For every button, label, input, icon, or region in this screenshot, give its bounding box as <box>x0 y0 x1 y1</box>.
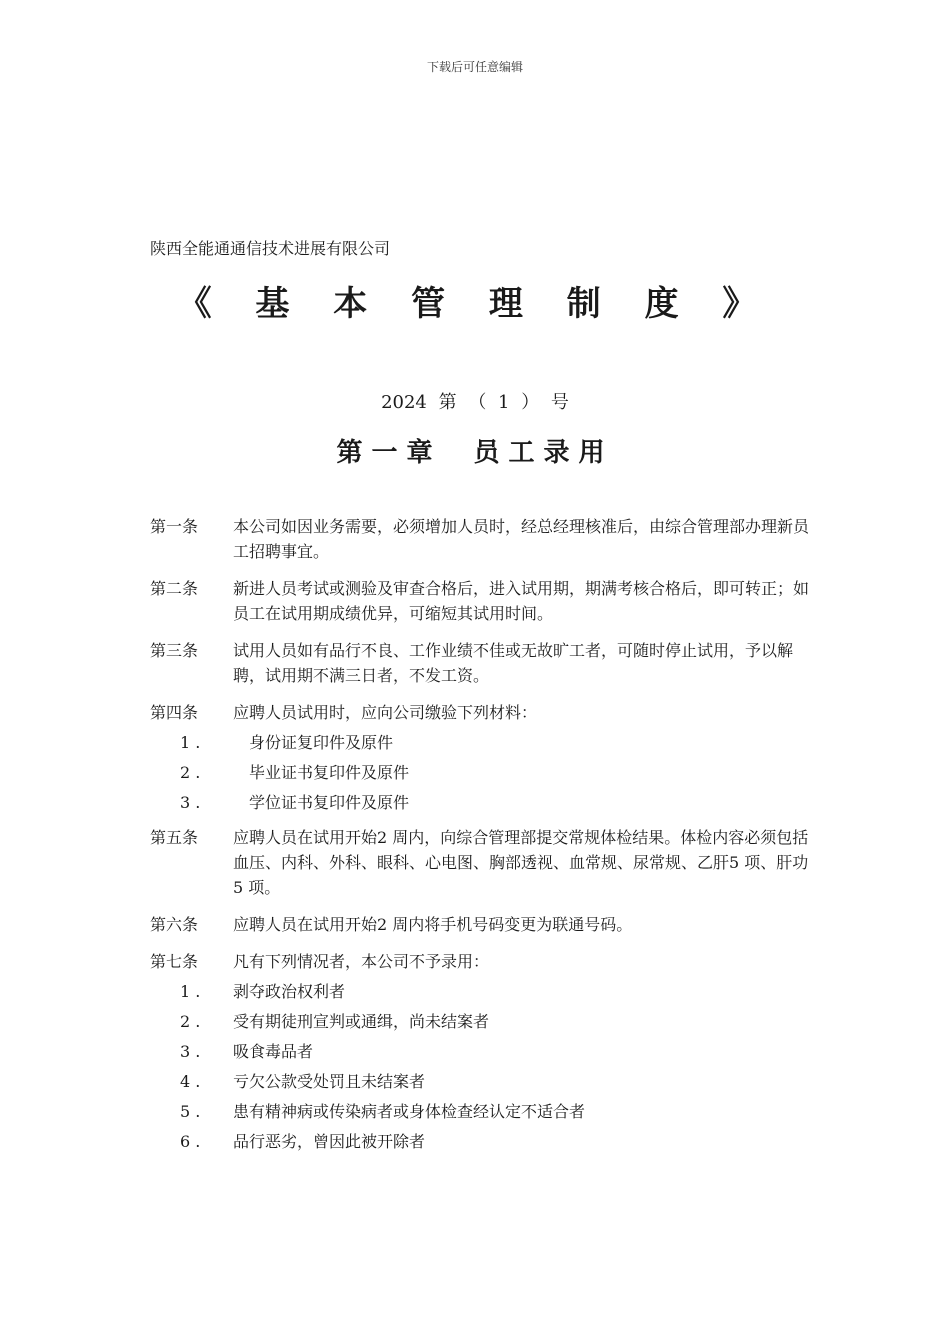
list-item-number: 2 . <box>180 762 201 782</box>
list-item <box>150 1126 815 1156</box>
list-item <box>150 1096 815 1126</box>
chapter-heading <box>0 432 950 469</box>
list-item-text: 剥夺政治权利者 <box>233 981 346 1001</box>
list-item <box>150 1066 815 1096</box>
list-item-number: 5 . <box>180 1101 201 1121</box>
list-item-number: 2 . <box>180 1011 201 1031</box>
list-item-text: 毕业证书复印件及原件 <box>249 762 410 782</box>
header-note: 下载后可任意编辑 <box>426 60 523 74</box>
list-item-text: 吸食毒品者 <box>233 1041 314 1061</box>
list-item <box>150 976 815 1006</box>
article-number: 第七条 <box>150 952 199 971</box>
article-text: 试用人员如有品行不良、工作业绩不佳或无故旷工者，可随时停止试用，予以解聘，试用期不满三日者，不发工资。 <box>233 641 794 685</box>
article <box>150 912 815 937</box>
list-item-text: 患有精神病或传染病者或身体检查经认定不适合者 <box>233 1101 586 1121</box>
list-item-text: 身份证复印件及原件 <box>249 732 394 752</box>
chapter-name: 员工录用 <box>473 438 614 468</box>
list-item-number: 1 . <box>180 732 201 752</box>
article-text: 应聘人员在试用开始2 周内，向综合管理部提交常规体检结果。体检内容必须包括血压、内科、外科、眼科、心电图、胸部透视、血常规、尿常规、乙肝5 项、肝功5 项。 <box>233 828 809 897</box>
article-number: 第四条 <box>150 703 199 722</box>
list-item-text: 亏欠公款受处罚且未结案者 <box>233 1071 426 1091</box>
chapter-number: 第一章 <box>336 438 442 468</box>
article <box>150 700 815 725</box>
list-item <box>150 757 815 787</box>
list-item <box>150 1006 815 1036</box>
article <box>150 514 815 564</box>
article <box>150 825 815 900</box>
article <box>150 576 815 626</box>
list-item-number: 3 . <box>180 792 201 812</box>
list-item-number: 3 . <box>180 1041 201 1061</box>
article-number: 第五条 <box>150 828 199 847</box>
article-number: 第三条 <box>150 641 199 660</box>
list-item-text: 品行恶劣，曾因此被开除者 <box>233 1131 426 1151</box>
article-text: 应聘人员试用时，应向公司缴验下列材料： <box>233 703 538 722</box>
document-number: 2024 第 （ 1 ） 号 <box>381 392 569 413</box>
list-item-number: 4 . <box>180 1071 201 1091</box>
list-item-number: 6 . <box>180 1131 201 1151</box>
article-text: 应聘人员在试用开始2 周内将手机号码变更为联通号码。 <box>233 915 633 934</box>
article-number: 第六条 <box>150 915 199 934</box>
article-text: 凡有下列情况者，本公司不予录用： <box>233 952 490 971</box>
articles-section <box>150 514 815 1164</box>
list-item <box>150 1036 815 1066</box>
list-item-text: 学位证书复印件及原件 <box>249 792 410 812</box>
list-item <box>150 727 815 757</box>
list-item <box>150 787 815 817</box>
article-text: 新进人员考试或测验及审查合格后，进入试用期，期满考核合格后，即可转正；如员工在试用期成绩优异，可缩短其试用时间。 <box>233 579 810 623</box>
article-number: 第二条 <box>150 579 199 598</box>
article-text: 本公司如因业务需要，必须增加人员时，经总经理核准后，由综合管理部办理新员工招聘事宜。 <box>233 517 810 561</box>
list-item-text: 受有期徒刑宣判或通缉，尚未结案者 <box>233 1011 490 1031</box>
article7-list <box>150 976 815 1156</box>
document-title: 《 基 本 管 理 制 度 》 <box>177 284 773 324</box>
article-number: 第一条 <box>150 517 199 536</box>
article <box>150 638 815 688</box>
article4-list <box>150 727 815 817</box>
article <box>150 949 815 974</box>
list-item-number: 1 . <box>180 981 201 1001</box>
company-name: 陕西全能通通信技术进展有限公司 <box>150 239 391 258</box>
